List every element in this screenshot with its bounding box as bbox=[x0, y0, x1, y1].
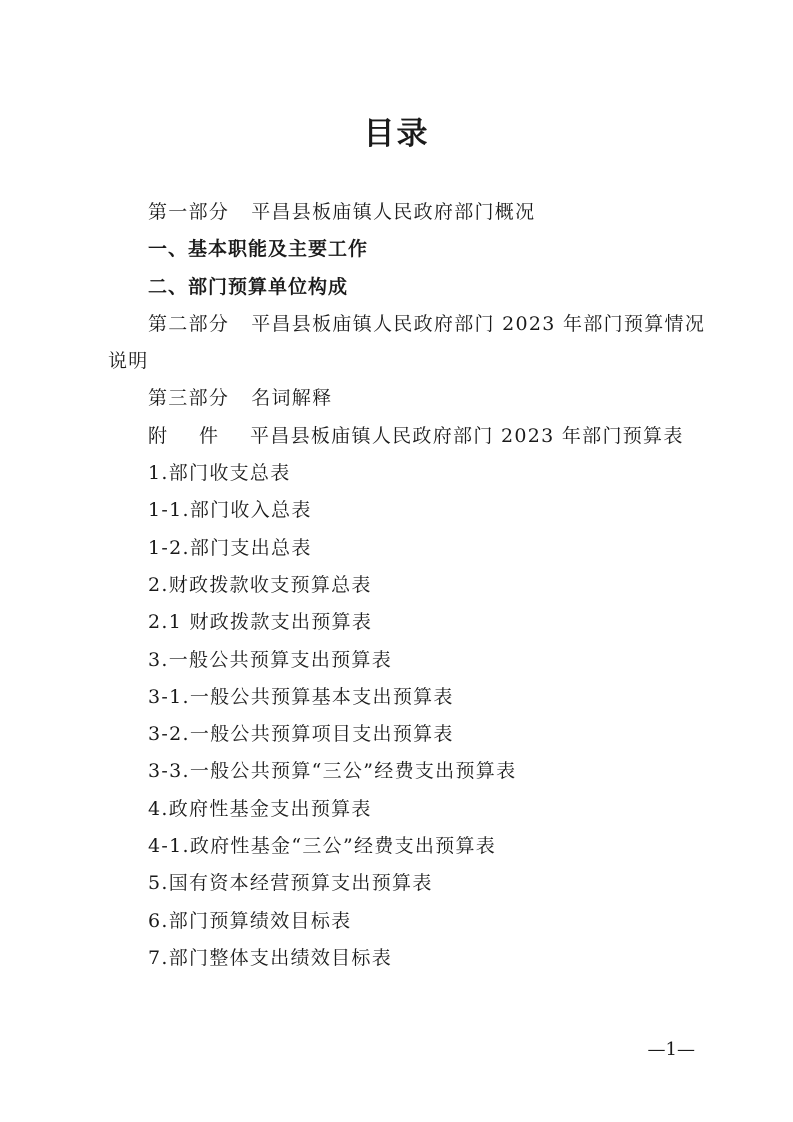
toc-part-one-label: 第一部分 bbox=[148, 201, 230, 223]
toc-table-item[interactable]: 1-1.部门收入总表 bbox=[148, 499, 312, 522]
toc-part-one-text: 平昌县板庙镇人民政府部门概况 bbox=[251, 201, 536, 223]
toc-part-one[interactable] bbox=[108, 194, 718, 231]
toc-section-budget-units[interactable]: 二、部门预算单位构成 bbox=[148, 275, 349, 298]
toc-table-item[interactable]: 3-2.一般公共预算项目支出预算表 bbox=[148, 723, 454, 746]
toc-part-three-label: 第三部分 bbox=[148, 387, 230, 410]
toc-table-item[interactable]: 3-3.一般公共预算“三公”经费支出预算表 bbox=[148, 760, 517, 783]
toc-table-item[interactable]: 6.部门预算绩效目标表 bbox=[148, 909, 352, 932]
toc-part-three[interactable] bbox=[108, 380, 718, 417]
toc-part-two-label: 第二部分 bbox=[148, 312, 230, 335]
toc-table-item[interactable]: 7.部门整体支出绩效目标表 bbox=[148, 946, 393, 969]
toc-section-basic-functions[interactable]: 一、基本职能及主要工作 bbox=[148, 238, 369, 261]
page-number: —1— bbox=[647, 1039, 695, 1060]
toc-table-item[interactable]: 3-1.一般公共预算基本支出预算表 bbox=[148, 685, 454, 708]
toc-appendix-label: 附件 bbox=[148, 424, 251, 447]
toc-part-three-text: 名词解释 bbox=[251, 387, 333, 410]
toc-table-item[interactable]: 2.1 财政拨款支出预算表 bbox=[148, 611, 373, 634]
toc-table-item[interactable]: 4-1.政府性基金“三公”经费支出预算表 bbox=[148, 835, 497, 858]
toc-appendix[interactable] bbox=[108, 418, 718, 455]
toc-appendix-text: 平昌县板庙镇人民政府部门 2023 年部门预算表 bbox=[250, 424, 684, 447]
table-of-contents bbox=[108, 194, 718, 977]
toc-table-item[interactable]: 2.财政拨款收支预算总表 bbox=[148, 573, 372, 596]
toc-table-item[interactable]: 4.政府性基金支出预算表 bbox=[148, 797, 372, 820]
toc-table-item[interactable]: 5.国有资本经营预算支出预算表 bbox=[148, 872, 433, 895]
toc-table-item[interactable]: 1.部门收支总表 bbox=[148, 462, 291, 485]
toc-table-item[interactable]: 3.一般公共预算支出预算表 bbox=[148, 648, 393, 671]
toc-part-two-text: 平昌县板庙镇人民政府部门 2023 年部门预算情况说明 bbox=[108, 312, 706, 373]
toc-part-two[interactable] bbox=[108, 306, 718, 381]
toc-table-item[interactable]: 1-2.部门支出总表 bbox=[148, 536, 312, 559]
page-title: 目录 bbox=[363, 116, 430, 152]
